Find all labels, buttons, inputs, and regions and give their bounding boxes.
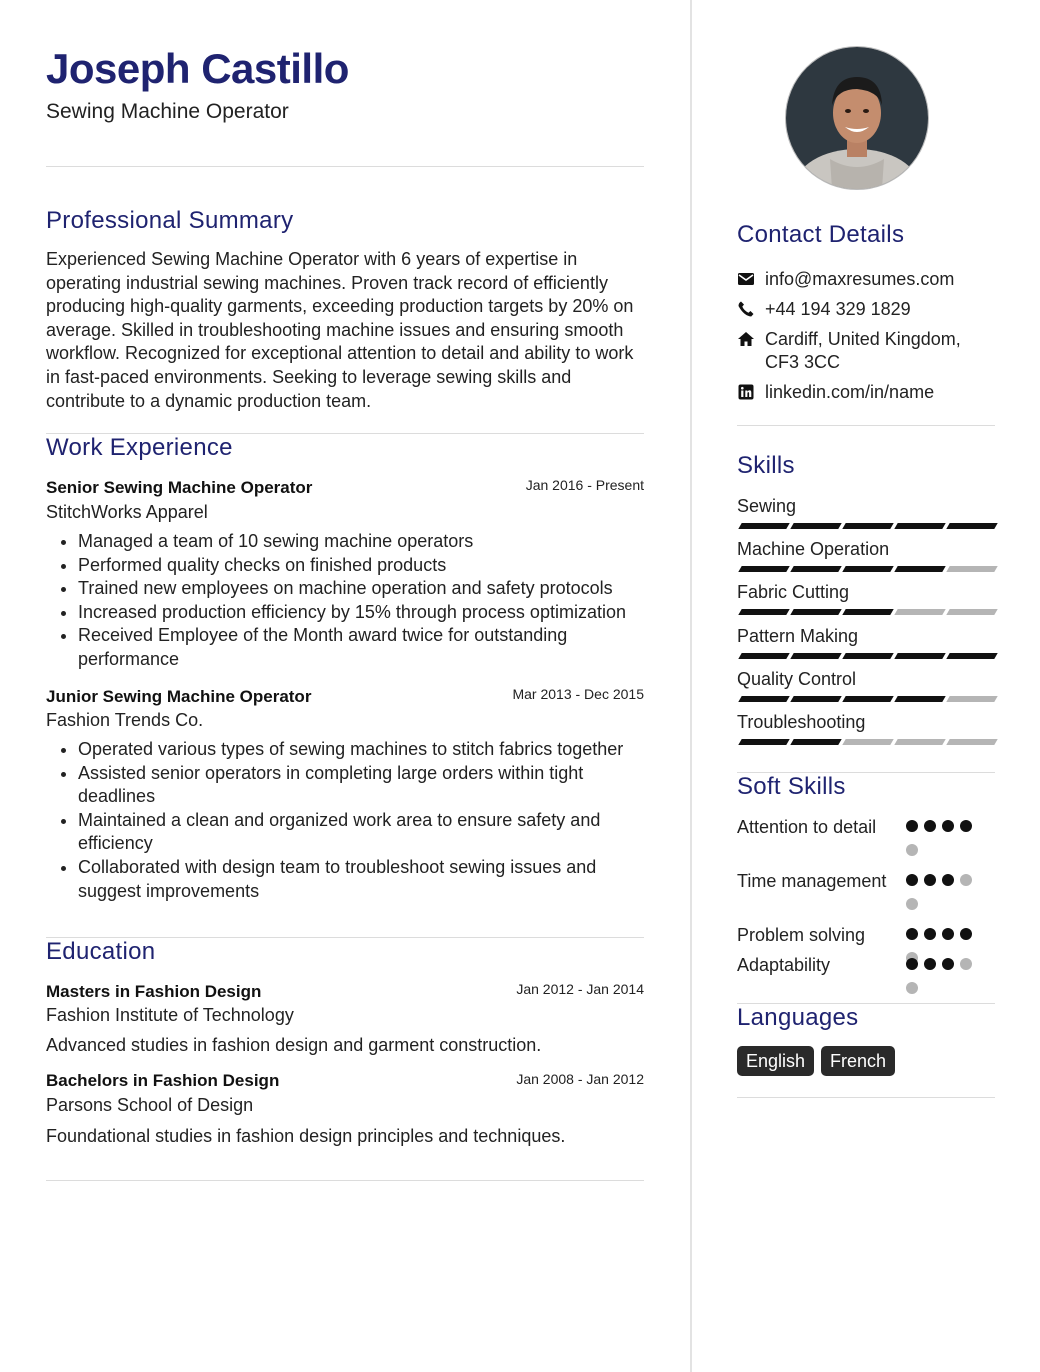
job-bullet: • Trained new employees on machine operation and safety protocols xyxy=(78,577,638,601)
linkedin-icon xyxy=(737,383,755,401)
column-divider xyxy=(690,0,692,1372)
skill-segment-empty xyxy=(946,609,997,615)
skill-segment-filled xyxy=(842,696,893,702)
rating-dot-filled xyxy=(906,874,918,886)
rating-dot-filled xyxy=(906,928,918,940)
language-badge: French xyxy=(821,1046,895,1076)
skill-segment-filled xyxy=(842,523,893,529)
skill-segment-filled xyxy=(790,566,841,572)
rating-dot-filled xyxy=(942,928,954,940)
skill-segment-filled xyxy=(946,653,997,659)
skill-level-bar xyxy=(737,523,993,529)
skill-segment-filled xyxy=(894,566,945,572)
contact-phone-text: +44 194 329 1829 xyxy=(765,299,911,319)
job-company: StitchWorks Apparel xyxy=(46,502,208,522)
rating-dot-empty xyxy=(960,958,972,970)
skill-name: Troubleshooting xyxy=(737,712,866,732)
rating-dot-filled xyxy=(960,820,972,832)
job-bullet: • Operated various types of sewing machines to stitch fabrics together xyxy=(78,738,638,762)
soft-skill-name: Time management xyxy=(737,871,887,891)
skill-name: Pattern Making xyxy=(737,626,859,646)
education-heading: Education xyxy=(46,938,156,965)
soft-skills-heading: Soft Skills xyxy=(737,773,846,800)
edu-school: Fashion Institute of Technology xyxy=(46,1005,294,1025)
skill-segment-empty xyxy=(946,696,997,702)
contact-heading: Contact Details xyxy=(737,221,905,248)
edu-desc: Advanced studies in fashion design and garment construction. xyxy=(46,1035,542,1055)
skill-level-bar xyxy=(737,653,993,659)
rating-dot-filled xyxy=(942,820,954,832)
job-title: Junior Sewing Machine Operator xyxy=(46,687,312,706)
rating-dot-filled xyxy=(924,928,936,940)
job-bullet: • Increased production efficiency by 15% through process optimization xyxy=(78,601,638,625)
rating-dot-empty xyxy=(906,898,918,910)
rating-dot-empty xyxy=(960,874,972,886)
job-bullets xyxy=(46,530,638,672)
skill-segment-filled xyxy=(894,523,945,529)
skill-level-bar xyxy=(737,566,993,572)
language-badge: English xyxy=(737,1046,814,1076)
edu-desc: Foundational studies in fashion design principles and techniques. xyxy=(46,1126,566,1146)
home-icon xyxy=(737,330,755,348)
job-bullet: • Maintained a clean and organized work area to ensure safety and efficiency xyxy=(78,809,638,856)
email-icon xyxy=(737,270,755,288)
skills-heading: Skills xyxy=(737,452,795,479)
edu-degree: Bachelors in Fashion Design xyxy=(46,1071,280,1090)
rating-dot-filled xyxy=(924,958,936,970)
work-heading: Work Experience xyxy=(46,434,233,461)
rating-dot-filled xyxy=(942,874,954,886)
skill-segment-empty xyxy=(946,739,997,745)
job-bullet: • Managed a team of 10 sewing machine operators xyxy=(78,530,638,554)
edu-school: Parsons School of Design xyxy=(46,1095,254,1115)
rating-dot-filled xyxy=(960,928,972,940)
skill-segment-empty xyxy=(946,566,997,572)
job-dates: Mar 2013 - Dec 2015 xyxy=(512,686,644,702)
skill-segment-filled xyxy=(790,739,841,745)
skill-segment-filled xyxy=(738,653,789,659)
header-divider xyxy=(46,166,644,167)
contact-address-text: Cardiff, United Kingdom, CF3 3CC xyxy=(765,329,961,372)
skill-name: Sewing xyxy=(737,496,797,516)
skill-segment-filled xyxy=(894,696,945,702)
contact-linkedin-text: linkedin.com/in/name xyxy=(765,382,935,402)
rating-dot-filled xyxy=(906,820,918,832)
job-dates: Jan 2016 - Present xyxy=(525,477,644,493)
skill-segment-filled xyxy=(894,653,945,659)
job-bullet: • Received Employee of the Month award twice for outstanding performance xyxy=(78,624,638,671)
skill-level-bar xyxy=(737,609,993,615)
skill-segment-empty xyxy=(842,739,893,745)
skill-segment-filled xyxy=(842,566,893,572)
skill-segment-filled xyxy=(790,696,841,702)
job-bullets xyxy=(46,738,638,903)
skill-segment-filled xyxy=(738,739,789,745)
contact-address xyxy=(737,328,995,376)
soft-skill-name: Problem solving xyxy=(737,925,866,945)
rating-dot-filled xyxy=(942,958,954,970)
skill-segment-filled xyxy=(738,696,789,702)
edu-dates: Jan 2008 - Jan 2012 xyxy=(516,1071,644,1087)
phone-icon xyxy=(737,300,755,318)
skill-segment-filled xyxy=(790,523,841,529)
skill-segment-filled xyxy=(842,653,893,659)
rating-dot-filled xyxy=(924,820,936,832)
education-divider xyxy=(46,1180,644,1181)
candidate-title: Sewing Machine Operator xyxy=(46,100,289,123)
candidate-name: Joseph Castillo xyxy=(46,45,349,92)
profile-photo xyxy=(785,46,929,190)
summary-heading: Professional Summary xyxy=(46,207,294,234)
skill-name: Fabric Cutting xyxy=(737,582,850,602)
skill-segment-empty xyxy=(894,609,945,615)
edu-dates: Jan 2012 - Jan 2014 xyxy=(516,981,644,997)
skill-segment-filled xyxy=(842,609,893,615)
skill-segment-filled xyxy=(738,566,789,572)
rating-dot-empty xyxy=(906,844,918,856)
skill-segment-filled xyxy=(738,609,789,615)
skill-segment-filled xyxy=(790,609,841,615)
skill-level-bar xyxy=(737,696,993,702)
skill-level-bar xyxy=(737,739,993,745)
soft-skill-name: Attention to detail xyxy=(737,817,877,837)
languages-heading: Languages xyxy=(737,1004,859,1031)
rating-dot-filled xyxy=(906,958,918,970)
skill-segment-filled xyxy=(738,523,789,529)
rating-dot-empty xyxy=(906,982,918,994)
edu-degree: Masters in Fashion Design xyxy=(46,982,262,1001)
rating-dot-filled xyxy=(924,874,936,886)
job-bullet: • Collaborated with design team to troubleshoot sewing issues and suggest improvements xyxy=(78,856,638,903)
job-title: Senior Sewing Machine Operator xyxy=(46,478,313,497)
job-bullet: • Performed quality checks on finished products xyxy=(78,554,638,578)
skill-segment-filled xyxy=(946,523,997,529)
job-bullet: • Assisted senior operators in completing large orders within tight deadlines xyxy=(78,762,638,809)
languages-divider xyxy=(737,1097,995,1098)
job-company: Fashion Trends Co. xyxy=(46,710,204,730)
skill-name: Machine Operation xyxy=(737,539,890,559)
skill-name: Quality Control xyxy=(737,669,857,689)
summary-text: Experienced Sewing Machine Operator with 6 years of expertise in operating industrial sewing machines. Proven track record of efficiently producing high-quality garments, exceeding production targets by 20% on average. Skilled in troubleshooting machine issues and ensuring smooth workflow. Recognized for exceptional attention to detail and ability to work in fast-paced environments. Seeking to leverage sewing skills and contribute to a dynamic production team. xyxy=(46,249,634,411)
contact-divider xyxy=(737,425,995,426)
soft-skill-name: Adaptability xyxy=(737,955,831,975)
skill-segment-filled xyxy=(790,653,841,659)
skill-segment-empty xyxy=(894,739,945,745)
contact-email-text: info@maxresumes.com xyxy=(765,269,955,289)
